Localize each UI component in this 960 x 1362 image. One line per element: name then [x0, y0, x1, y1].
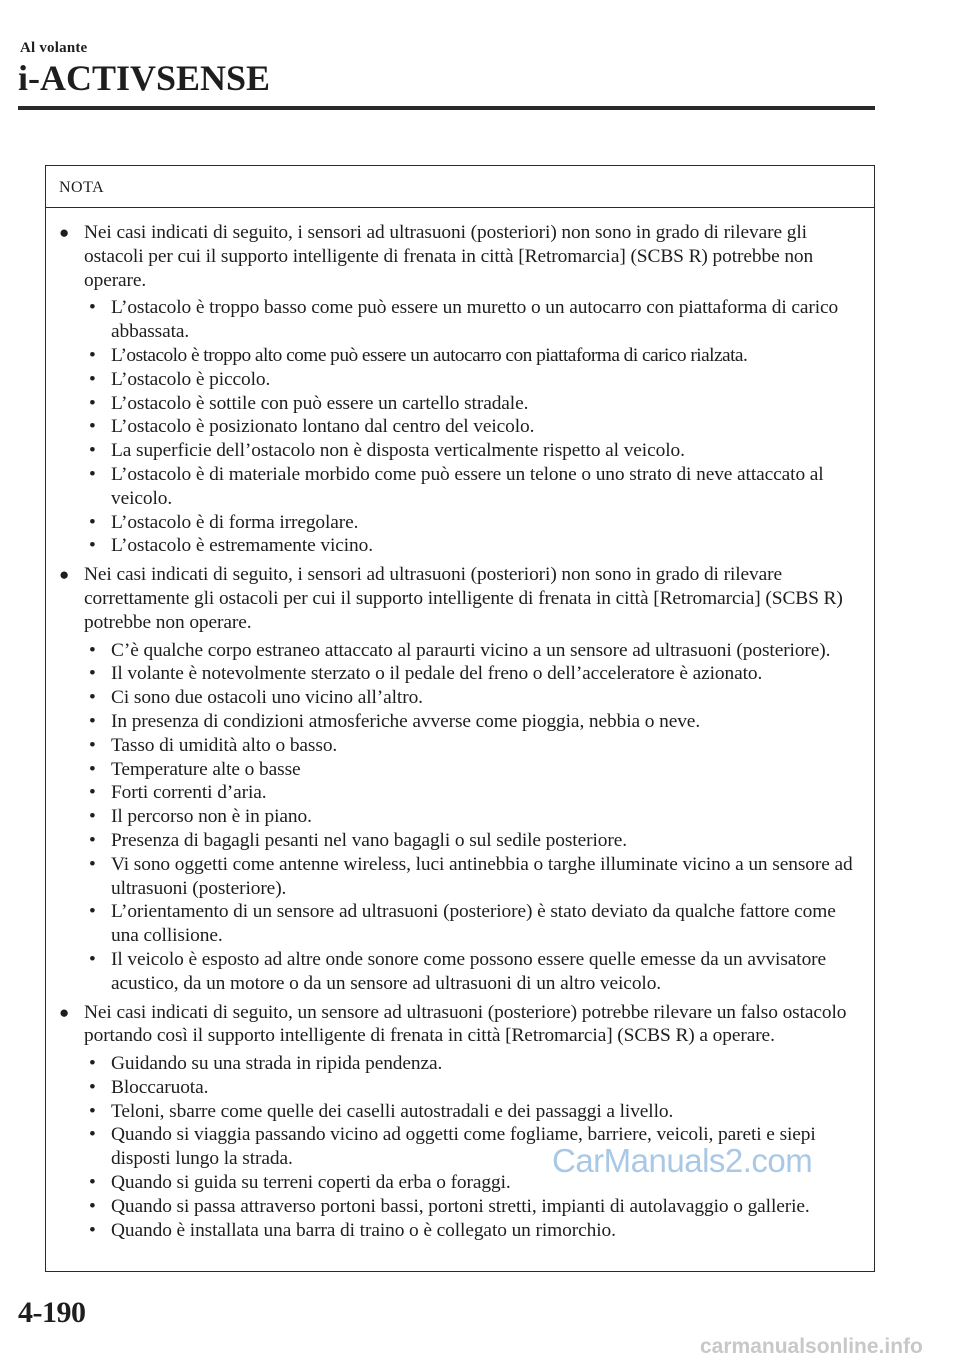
- small-bullet-icon: •: [89, 758, 96, 780]
- small-bullet-icon: •: [89, 687, 96, 709]
- sub-list-item-text: L’orientamento di un sensore ad ultrasuoni (posteriore) è stato deviato da qualche fattore come una collisione.: [111, 901, 836, 947]
- sub-list-item: [84, 1100, 864, 1124]
- sub-list-item: [84, 710, 864, 734]
- sub-list-item-text: Tasso di umidità alto o basso.: [111, 734, 338, 756]
- sub-list-item-text: Il veicolo è esposto ad altre onde sonore come possono essere quelle emesse da un avvisatore acustico, da un motore o da un sensore ad ultrasuoni di un altro veicolo.: [111, 948, 827, 994]
- note-item: [59, 1001, 864, 1243]
- page-title: i-ACTIVSENSE: [18, 58, 271, 98]
- small-bullet-icon: •: [89, 806, 96, 828]
- small-bullet-icon: •: [89, 901, 96, 923]
- note-body: [46, 208, 874, 1242]
- sub-list-item-text: L’ostacolo è troppo alto come può essere un autocarro con piattaforma di carico rialzata.: [111, 344, 748, 366]
- sub-list-item-text: C’è qualche corpo estraneo attaccato al paraurti vicino a un sensore ad ultrasuoni (posteriore).: [111, 639, 831, 661]
- sub-list-item: [84, 853, 864, 901]
- sub-list-item-text: L’ostacolo è piccolo.: [111, 368, 271, 390]
- sub-list-item: [84, 900, 864, 948]
- small-bullet-icon: •: [89, 344, 96, 366]
- sub-list-item-text: L’ostacolo è posizionato lontano dal centro del veicolo.: [111, 416, 535, 438]
- small-bullet-icon: •: [89, 1195, 96, 1217]
- small-bullet-icon: •: [89, 853, 96, 875]
- sub-list-item: [84, 415, 864, 439]
- site-watermark: carmanualsonline.info: [700, 1335, 923, 1358]
- sub-list-item-text: Temperature alte o basse: [111, 758, 301, 780]
- sub-list-item: [84, 1195, 864, 1219]
- sub-list-item-text: La superficie dell’ostacolo non è disposta verticalmente rispetto al veicolo.: [111, 440, 685, 462]
- sub-list-item: [84, 439, 864, 463]
- sub-list-item-text: Quando si guida su terreni coperti da erba o foraggi.: [111, 1172, 511, 1194]
- sub-list: [84, 296, 864, 558]
- small-bullet-icon: •: [89, 535, 96, 557]
- bullet-icon: ●: [59, 565, 70, 585]
- small-bullet-icon: •: [89, 511, 96, 533]
- sub-list-item: [84, 463, 864, 511]
- sub-list-item-text: Quando si passa attraverso portoni bassi, portoni stretti, impianti di autolavaggio o gallerie.: [111, 1195, 810, 1217]
- note-item: [59, 563, 864, 995]
- watermark: CarManuals2.com: [552, 1142, 813, 1179]
- sub-list-item-text: Forti correnti d’aria.: [111, 782, 267, 804]
- note-box: [45, 165, 875, 1272]
- small-bullet-icon: •: [89, 1076, 96, 1098]
- small-bullet-icon: •: [89, 1053, 96, 1075]
- small-bullet-icon: •: [89, 392, 96, 414]
- sub-list-item-text: Quando si viaggia passando vicino ad oggetti come fogliame, barriere, veicoli, pareti e siepi disposti lungo la strada.: [111, 1124, 816, 1170]
- sub-list-item: [84, 639, 864, 663]
- sub-list-item: [84, 392, 864, 416]
- sub-list-item-text: Quando è installata una barra di traino o è collegato un rimorchio.: [111, 1219, 616, 1241]
- sub-list-item-text: Presenza di bagagli pesanti nel vano bagagli o sul sedile posteriore.: [111, 829, 627, 851]
- sub-list-item: [84, 948, 864, 996]
- note-item-text: Nei casi indicati di seguito, un sensore ad ultrasuoni (posteriore) potrebbe rilevare un falso ostacolo portando così il supporto intelligente di frenata in città [Retromarcia] (SCBS R) a operare.: [84, 1001, 847, 1047]
- small-bullet-icon: •: [89, 663, 96, 685]
- small-bullet-icon: •: [89, 297, 96, 319]
- sub-list-item-text: L’ostacolo è sottile con può essere un cartello stradale.: [111, 392, 529, 414]
- note-item-text: Nei casi indicati di seguito, i sensori ad ultrasuoni (posteriori) non sono in grado di rilevare gli ostacoli per cui il supporto intelligente di frenata in città [Retromarcia] (SCBS R) potrebbe non operare.: [84, 222, 814, 291]
- sub-list-item: [84, 534, 864, 558]
- small-bullet-icon: •: [89, 1124, 96, 1146]
- sub-list-item-text: Bloccaruota.: [111, 1076, 209, 1098]
- sub-list-item: [84, 368, 864, 392]
- sub-list-item: [84, 1076, 864, 1100]
- page-number: 4-190: [18, 1296, 86, 1329]
- sub-list-item-text: Teloni, sbarre come quelle dei caselli autostradali e dei passaggi a livello.: [111, 1100, 674, 1122]
- sub-list-item: [84, 758, 864, 782]
- small-bullet-icon: •: [89, 440, 96, 462]
- small-bullet-icon: •: [89, 948, 96, 970]
- note-heading: NOTA: [46, 166, 874, 208]
- small-bullet-icon: •: [89, 463, 96, 485]
- small-bullet-icon: •: [89, 416, 96, 438]
- sub-list-item: [84, 662, 864, 686]
- sub-list-item-text: Il volante è notevolmente sterzato o il pedale del freno o dell’acceleratore è azionato.: [111, 663, 763, 685]
- sub-list-item: [84, 1052, 864, 1076]
- sub-list-item: [84, 734, 864, 758]
- sub-list-item-text: Ci sono due ostacoli uno vicino all’altro.: [111, 687, 423, 709]
- sub-list-item: [84, 344, 864, 368]
- small-bullet-icon: •: [89, 1219, 96, 1241]
- small-bullet-icon: •: [89, 1100, 96, 1122]
- small-bullet-icon: •: [89, 1172, 96, 1194]
- sub-list-item-text: Vi sono oggetti come antenne wireless, luci antinebbia o targhe illuminate vicino a un sensore ad ultrasuoni (posteriore).: [111, 853, 853, 899]
- sub-list: [84, 639, 864, 996]
- small-bullet-icon: •: [89, 710, 96, 732]
- sub-list-item: [84, 805, 864, 829]
- small-bullet-icon: •: [89, 639, 96, 661]
- sub-list-item-text: Il percorso non è in piano.: [111, 806, 312, 828]
- sub-list-item-text: L’ostacolo è di forma irregolare.: [111, 511, 359, 533]
- sub-list-item-text: L’ostacolo è estremamente vicino.: [111, 535, 373, 557]
- bullet-icon: ●: [59, 1002, 70, 1022]
- sub-list-item: [84, 686, 864, 710]
- note-item-text: Nei casi indicati di seguito, i sensori ad ultrasuoni (posteriori) non sono in grado di rilevare correttamente gli ostacoli per cui il supporto intelligente di frenata in città [Retromarcia] (SCBS R) potrebbe non operare.: [84, 564, 843, 633]
- sub-list-item-text: L’ostacolo è troppo basso come può essere un muretto o un autocarro con piattaforma di carico abbassata.: [111, 297, 839, 343]
- sub-list-item: [84, 781, 864, 805]
- sub-list-item: [84, 511, 864, 535]
- sub-list-item: [84, 829, 864, 853]
- bullet-icon: ●: [59, 223, 70, 242]
- sub-list-item-text: Guidando su una strada in ripida pendenza.: [111, 1053, 443, 1075]
- small-bullet-icon: •: [89, 734, 96, 756]
- small-bullet-icon: •: [89, 829, 96, 851]
- sub-list-item-text: L’ostacolo è di materiale morbido come può essere un telone o uno strato di neve attaccato al veicolo.: [111, 463, 824, 509]
- small-bullet-icon: •: [89, 368, 96, 390]
- header-rule: [18, 106, 875, 110]
- section-label: Al volante: [20, 40, 88, 56]
- sub-list-item-text: In presenza di condizioni atmosferiche avverse come pioggia, nebbia o neve.: [111, 710, 701, 732]
- small-bullet-icon: •: [89, 782, 96, 804]
- sub-list-item: [84, 1219, 864, 1243]
- sub-list-item: [84, 296, 864, 344]
- note-item: [59, 221, 864, 558]
